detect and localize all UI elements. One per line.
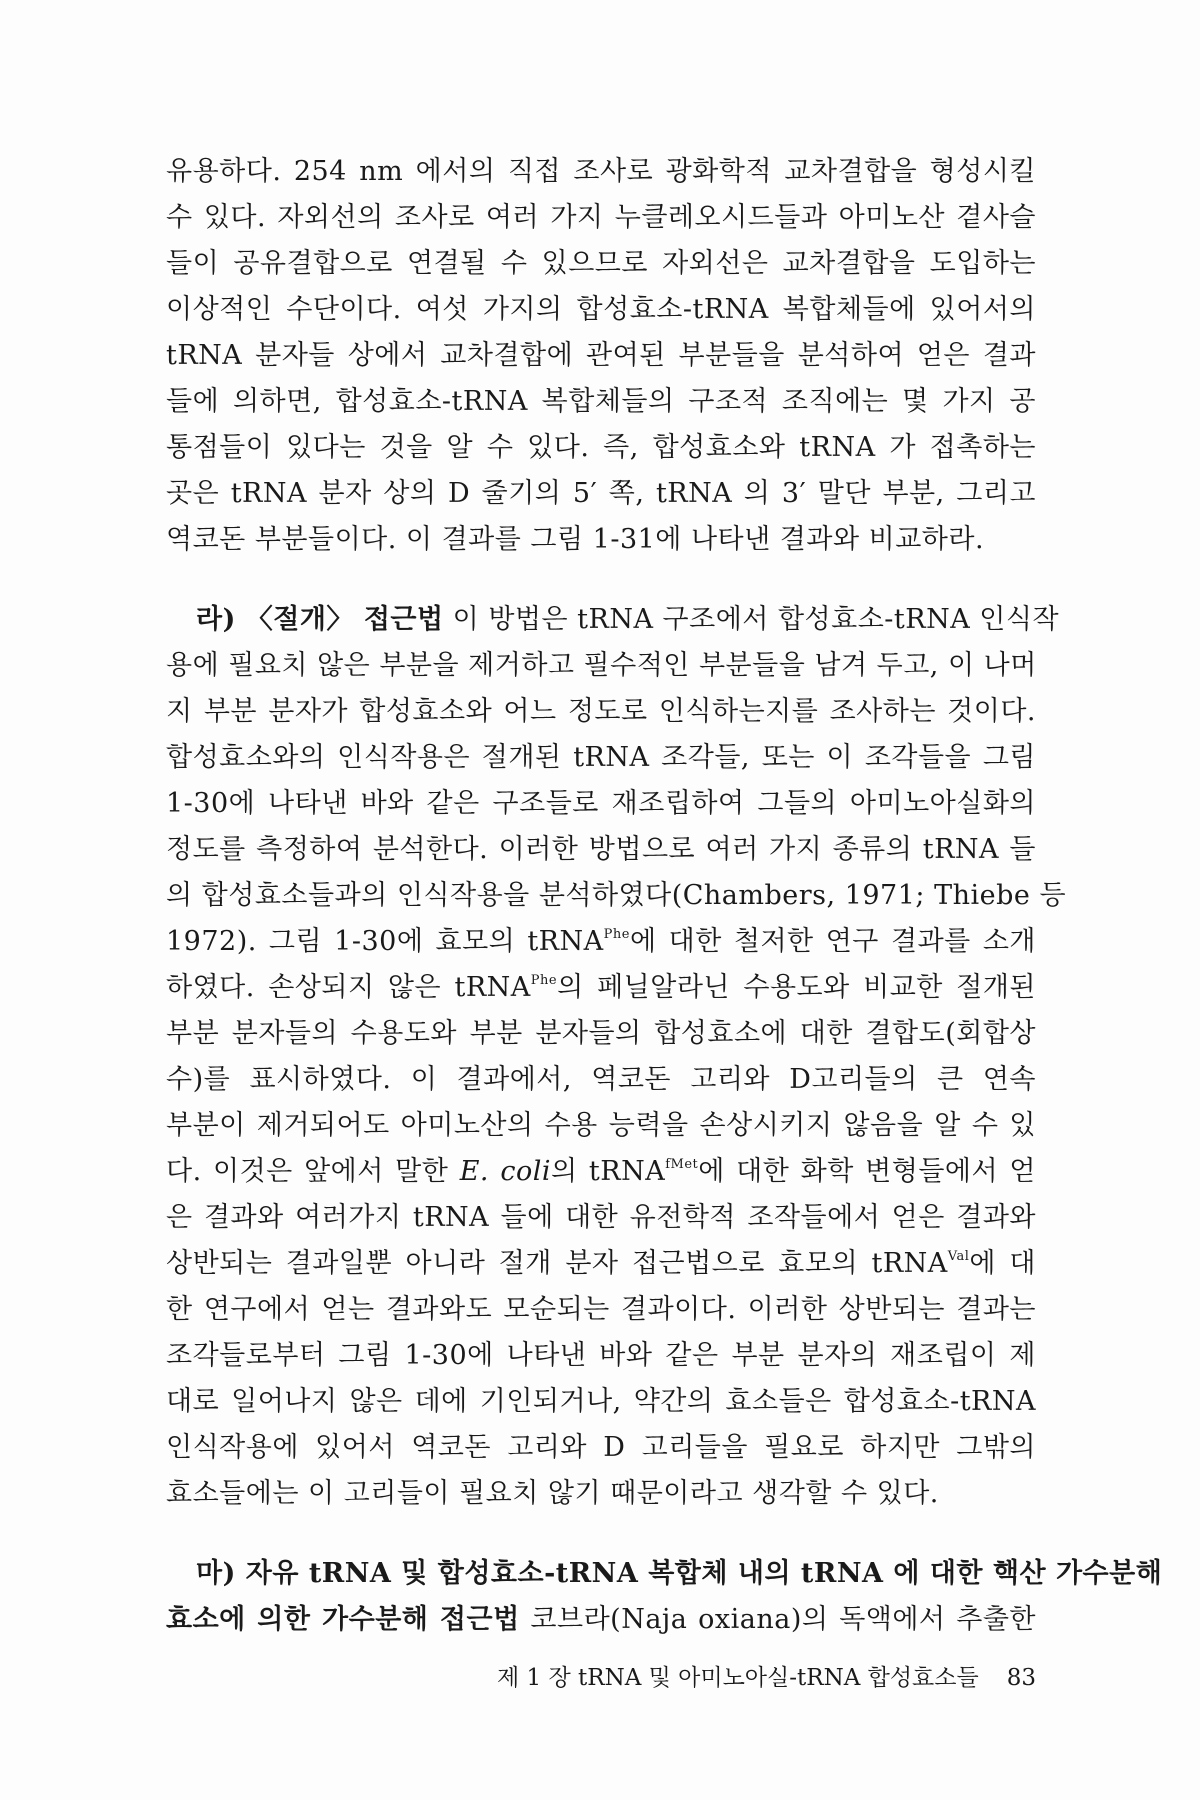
text-span: 상반되는 결과일뿐 아니라 절개 분자 접근법으로 효모의 tRNA bbox=[166, 1248, 948, 1279]
text-line: 역코돈 부분들이다. 이 결과를 그림 1-31에 나타낸 결과와 비교하라. bbox=[166, 524, 985, 555]
text-line: 정도를 측정하여 분석한다. 이러한 방법으로 여러 가지 종류의 tRNA 들 bbox=[166, 834, 1036, 865]
text-line: 수)를 표시하였다. 이 결과에서, 역코돈 고리와 D고리들의 큰 연속 bbox=[166, 1064, 1036, 1095]
text-span: 코브라(Naja oxiana)의 독액에서 추출한 bbox=[530, 1604, 1037, 1635]
text-line: 유용하다. 254 nm 에서의 직접 조사로 광화학적 교차결합을 형성시킬 bbox=[166, 156, 1036, 187]
text-line bbox=[166, 1150, 1036, 1194]
page-footer bbox=[430, 1660, 1036, 1696]
text-line: 합성효소와의 인식작용은 절개된 tRNA 조각들, 또는 이 조각들을 그림 bbox=[166, 742, 1036, 773]
text-line bbox=[166, 920, 1036, 964]
section-heading: 효소에 의한 가수분해 접근법 bbox=[166, 1604, 520, 1635]
superscript: Phe bbox=[603, 927, 630, 942]
running-footer-chapter: 제 1 장 tRNA 및 아미노아실-tRNA 합성효소들 bbox=[497, 1665, 979, 1691]
italic-species: E. coli bbox=[459, 1156, 551, 1187]
text-span: 하였다. 손상되지 않은 tRNA bbox=[166, 972, 531, 1003]
page-number: 83 bbox=[1006, 1665, 1036, 1691]
text-line: tRNA 분자들 상에서 교차결합에 관여된 부분들을 분석하여 얻은 결과 bbox=[166, 340, 1036, 371]
text-line bbox=[166, 966, 1036, 1010]
section-heading: 마) 자유 tRNA 및 합성효소-tRNA 복합체 내의 tRNA 에 대한 핵산 가수분해 bbox=[196, 1558, 1163, 1589]
text-line: 지 부분 분자가 합성효소와 어느 정도로 인식하는지를 조사하는 것이다. bbox=[166, 696, 1036, 727]
text-span: 에 대 bbox=[969, 1248, 1036, 1279]
text-line: 부분이 제거되어도 아미노산의 수용 능력을 손상시키지 않음을 알 수 있 bbox=[166, 1110, 1036, 1141]
text-line: 곳은 tRNA 분자 상의 D 줄기의 5′ 쪽, tRNA 의 3′ 말단 부분, 그리고 bbox=[166, 478, 1036, 509]
text-span: 의 페닐알라닌 수용도와 비교한 절개된 bbox=[557, 972, 1036, 1003]
text-line: 한 연구에서 얻는 결과와도 모순되는 결과이다. 이러한 상반되는 결과는 bbox=[166, 1294, 1036, 1325]
section-heading-line bbox=[196, 598, 1060, 642]
text-line: 효소들에는 이 고리들이 필요치 않기 때문이라고 생각할 수 있다. bbox=[166, 1478, 939, 1509]
text-span: 의 tRNA bbox=[550, 1156, 666, 1187]
text-line: 이상적인 수단이다. 여섯 가지의 합성효소-tRNA 복합체들에 있어서의 bbox=[166, 294, 1036, 325]
text-span: 에 대한 화학 변형들에서 얻 bbox=[698, 1156, 1037, 1187]
text-line: 인식작용에 있어서 역코돈 고리와 D 고리들을 필요로 하지만 그밖의 bbox=[166, 1432, 1036, 1463]
text-line: 부분 분자들의 수용도와 부분 분자들의 합성효소에 대한 결합도(회합상 bbox=[166, 1018, 1036, 1049]
text-span: 에 대한 철저한 연구 결과를 소개 bbox=[629, 926, 1036, 957]
text-line: 1-30에 나타낸 바와 같은 구조들로 재조립하여 그들의 아미노아실화의 bbox=[166, 788, 1036, 819]
text-line: 들이 공유결합으로 연결될 수 있으므로 자외선은 교차결합을 도입하는 bbox=[166, 248, 1036, 279]
text-line: 용에 필요치 않은 부분을 제거하고 필수적인 부분들을 남겨 두고, 이 나머 bbox=[166, 650, 1037, 681]
text-line: 대로 일어나지 않은 데에 기인되거나, 약간의 효소들은 합성효소-tRNA bbox=[166, 1386, 1036, 1417]
text-line bbox=[166, 1242, 1036, 1286]
text-line: 조각들로부터 그림 1-30에 나타낸 바와 같은 부분 분자의 재조립이 제 bbox=[166, 1340, 1036, 1371]
superscript: Phe bbox=[530, 973, 558, 988]
text-line: 은 결과와 여러가지 tRNA 들에 대한 유전학적 조작들에서 얻은 결과와 bbox=[166, 1202, 1036, 1233]
section-heading: 라) 〈절개〉 접근법 bbox=[196, 604, 444, 635]
text-line: 통점들이 있다는 것을 알 수 있다. 즉, 합성효소와 tRNA 가 접촉하는 bbox=[166, 432, 1036, 463]
text-span: 이 방법은 tRNA 구조에서 합성효소-tRNA 인식작 bbox=[452, 604, 1060, 635]
text-line bbox=[166, 1598, 1036, 1642]
text-span: 1972). 그림 1-30에 효모의 tRNA bbox=[166, 926, 604, 957]
text-line: 들에 의하면, 합성효소-tRNA 복합체들의 구조적 조직에는 몇 가지 공 bbox=[166, 386, 1036, 417]
text-line: 수 있다. 자외선의 조사로 여러 가지 누클레오시드들과 아미노산 곁사슬 bbox=[166, 202, 1036, 233]
text-span: 다. 이것은 앞에서 말한 bbox=[166, 1156, 460, 1187]
superscript: fMet bbox=[665, 1157, 699, 1172]
text-line: 의 합성효소들과의 인식작용을 분석하였다(Chambers, 1971; Thiebe 등 bbox=[166, 880, 1067, 911]
superscript: Val bbox=[947, 1249, 970, 1264]
